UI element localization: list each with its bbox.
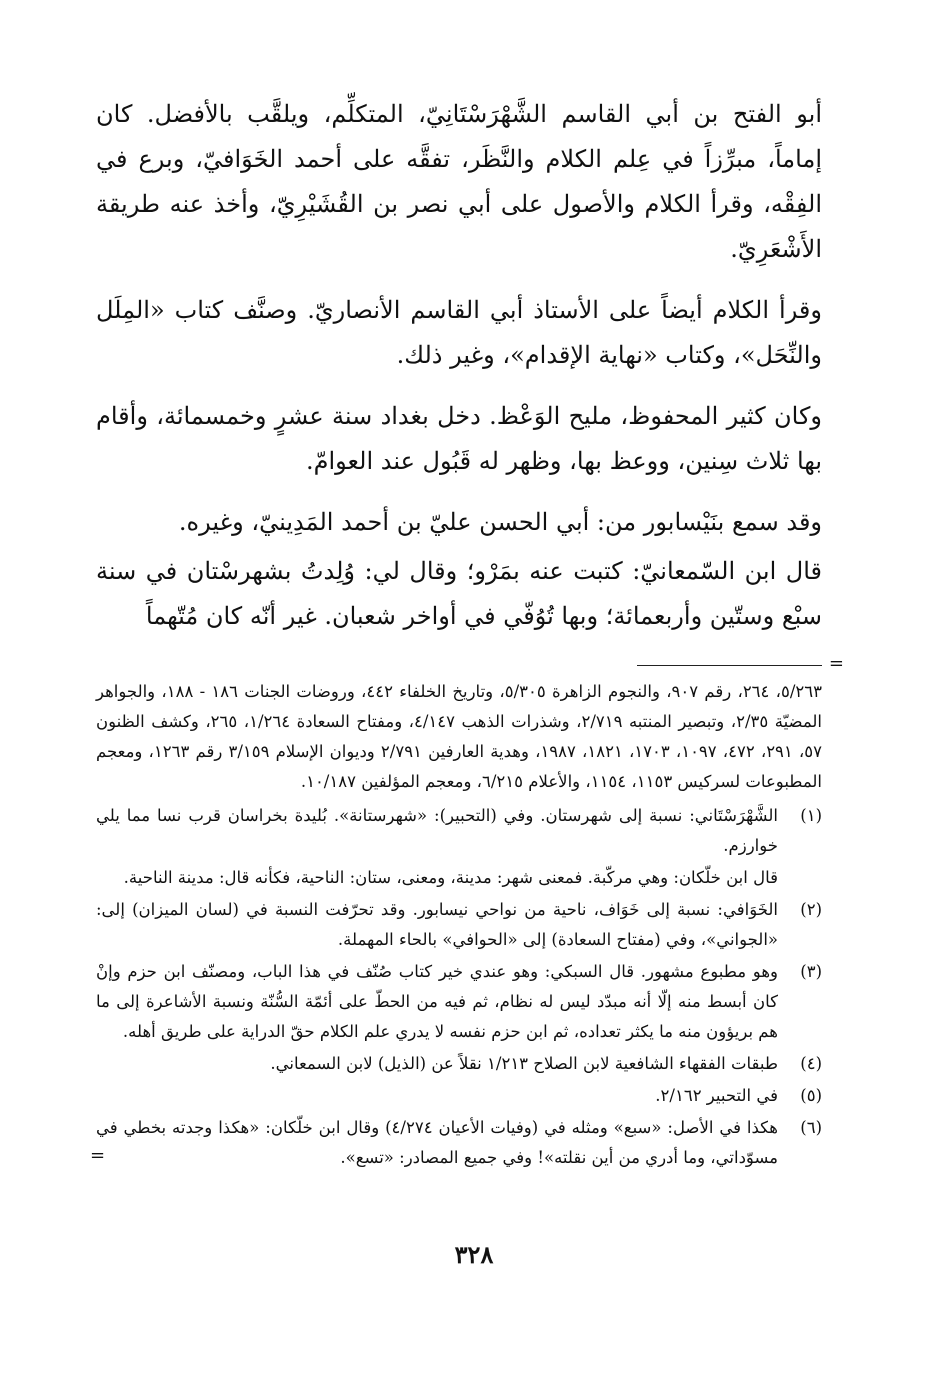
footnotes [90, 677, 823, 1173]
footnote-body [96, 801, 778, 893]
main-paragraph-4: وقد سمع بنَيْسابور من: أبي الحسن عليّ بن أحمد المَدِينيّ، وغيره. [178, 508, 822, 536]
footnote-2 [96, 895, 822, 955]
footnote-number: (٤) [800, 1054, 822, 1073]
footnote-text: هكذا في الأصل: «سبع» ومثله في (وفيات الأعيان ٤/٢٧٤) وقال ابن خلّكان: «هكذا وجدته بخطي في مسوّداتي، وما أدري من أين نقلته»! وفي جميع المصادر: «تسع». [96, 1118, 778, 1167]
footnote-text: الخَوَافي: نسبة إلى خَوَاف، ناحية من نواحي نيسابور. وقد تحرّفت النسبة في (لسان الميزان) إلى: «الجواني»، وفي (مفتاح السعادة) إلى «الحوافي» بالحاء المهملة. [96, 900, 778, 949]
main-text [96, 92, 822, 639]
page [90, 92, 844, 1175]
main-paragraph-5: قال ابن السّمعانيّ: كتبت عنه بمَرْو؛ وقال لي: وُلِدتُ بشهرسْتان في سنة سبْع وستّين وأربعمائة؛ وبها تُوُفّي في أواخر شعبان. غير أنّه كان مُتّهماً [96, 557, 822, 630]
continuation-mark: = [828, 653, 844, 674]
footnote-body [96, 1049, 778, 1079]
footnote-4 [96, 1049, 822, 1079]
footnote-body [96, 1081, 778, 1111]
footnote-body [96, 895, 778, 955]
main-paragraph-3: وكان كثير المحفوظ، مليح الوَعْظ. دخل بغداد سنة عشرٍ وخمسمائة، وأقام بها ثلاث سِنين، ووعظ بها، وظهر له قَبُول عند العوامّ. [96, 402, 822, 475]
footnote-text: قال ابن خلّكان: وهي مركّبة. فمعنى شهر: مدينة، ومعنى، ستان: الناحية، فكأنه قال: مدينة الناحية. [123, 868, 778, 887]
footnote-text: وهو مطبوع مشهور. قال السبكي: وهو عندي خير كتاب صُنّف في هذا الباب، ومصنّف ابن حزم وإنْ كان أبسط منه إلّا أنه مبدّد ليس له نظام، ثم فيه من الحطّ على أئمّة السُّنّة ونسبة الأشاعرة إلى ما هم بريؤون منه ما يكثر تعداده، ثم ابن حزم نفسه لا يدري علم الكلام حقّ الدراية على طريق أهله. [96, 962, 778, 1041]
footnote-number: (٦) [800, 1118, 822, 1137]
footnote-body [96, 957, 778, 1047]
footnote-text: في التحبير ٢/١٦٢. [655, 1086, 778, 1105]
footnote-divider [96, 653, 844, 677]
main-paragraph-1: أبو الفتح بن أبي القاسم الشَّهْرَسْتَانِيّ، المتكلِّم، ويلقَّب بالأفضل. كان إماماً، مبرِّزاً في عِلم الكلام والنَّظَر، تفقَّه على أحمد الخَوَافيّ، وبرع في الفِقْه، وقرأ الكلام والأصول على أبي نصر بن القُشَيْرِيّ، وأخذ عنه طريقة الأَشْعَرِيّ. [96, 100, 822, 263]
main-paragraph-2: وقرأ الكلام أيضاً على الأستاذ أبي القاسم الأنصاريّ. وصنَّف كتاب «المِلَل والنِّحَل»، وكتاب «نهاية الإقدام»، وغير ذلك. [96, 296, 822, 369]
footnote-number: (٢) [800, 900, 822, 919]
footnote-number: (١) [800, 806, 822, 825]
footnote-continuation: ٥/٢٦٣، ٢٦٤، رقم ٩٠٧، والنجوم الزاهرة ٥/٣٠٥، وتاريخ الخلفاء ٤٤٢، وروضات الجنات ١٨٦ - ١٨٨، والجواهر المضيّة ٢/٣٥، وتبصير المنتبه ٢/٧١٩، وشذرات الذهب ٤/١٤٧، ومفتاح السعادة ١/٢٦٤، ٢٦٥، وكشف الظنون ٥٧، ٢٩١، ٤٧٢، ١٠٩٧، ١٧٠٣، ١٨٢١، ١٩٨٧، وهدية العارفين ٢/٧٩١ وديوان الإسلام ٣/١٥٩ رقم ١٢٦٣، ومعجم المطبوعات لسركيس ١١٥٣، ١١٥٤، والأعلام ٦/٢١٥، ومعجم المؤلفين ١٠/١٨٧. [96, 682, 823, 791]
footnote-number: (٣) [800, 962, 822, 981]
footnote-number: (٥) [800, 1086, 822, 1105]
footnote-6 [90, 1113, 822, 1173]
footnote-body [96, 1113, 778, 1173]
page-number: ٣٢٨ [454, 1240, 494, 1269]
footnote-text: الشَّهْرَسْتَاني: نسبة إلى شهرستان. وفي (التحبير): «شهرستانة». بُليدة بخراسان قرب نسا مما يلي خوارزم. [96, 806, 778, 855]
footnote-1 [96, 801, 822, 893]
footnote-text: طبقات الفقهاء الشافعية لابن الصلاح ١/٢١٣ نقلاً عن (الذيل) لابن السمعاني. [270, 1054, 778, 1073]
divider-line [637, 665, 822, 666]
footnote-5 [96, 1081, 822, 1111]
continued-mark: = [90, 1145, 106, 1166]
footnote-3 [96, 957, 822, 1047]
